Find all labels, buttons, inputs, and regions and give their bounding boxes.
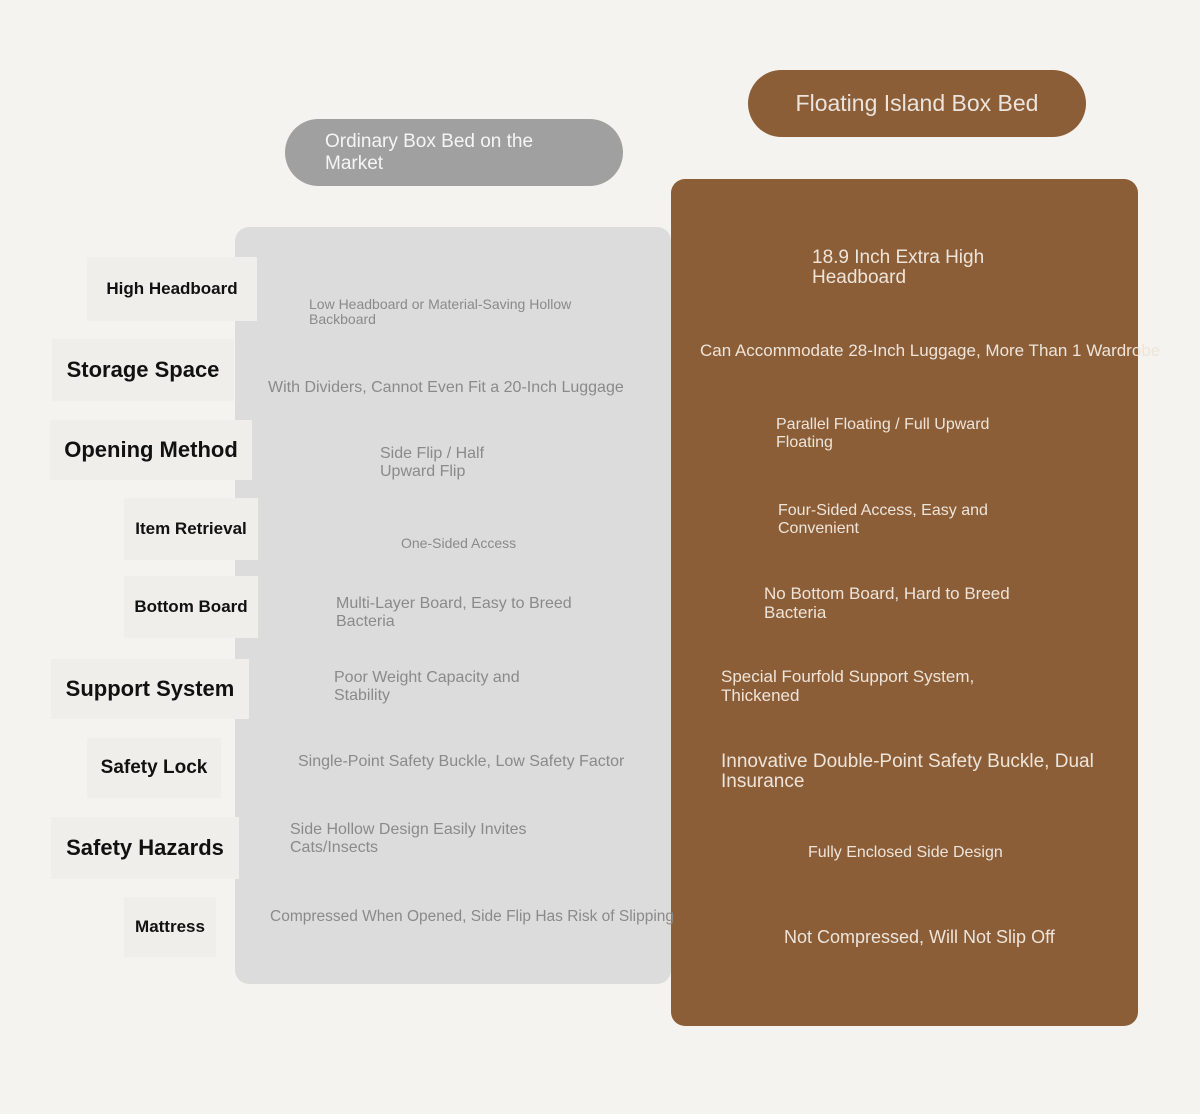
floating-mattress: Not Compressed, Will Not Slip Off [784, 927, 1055, 947]
row-label-storage-space: Storage Space [52, 339, 234, 401]
row-label-safety-hazards: Safety Hazards [51, 817, 239, 879]
ordinary-high-headboard: Low Headboard or Material-Saving Hollow Backboard [309, 296, 572, 327]
ordinary-opening-method: Side Flip / Half Upward Flip [380, 445, 485, 480]
floating-high-headboard: 18.9 Inch Extra High Headboard [812, 247, 985, 288]
ordinary-safety-hazards: Side Hollow Design Easily Invites Cats/Insects [290, 821, 527, 856]
ordinary-item-retrieval: One-Sided Access [401, 535, 517, 551]
floating-item-retrieval: Four-Sided Access, Easy and Convenient [778, 502, 988, 537]
row-label-support-system: Support System [51, 659, 249, 719]
ordinary-bottom-board: Multi-Layer Board, Easy to Breed Bacteria [336, 595, 572, 630]
floating-bed-header-text: Floating Island Box Bed [795, 90, 1039, 116]
row-label-item-retrieval: Item Retrieval [124, 498, 258, 560]
row-label-opening-method: Opening Method [50, 420, 252, 480]
floating-opening-method: Parallel Floating / Full Upward Floating [776, 416, 990, 451]
floating-bed-header [748, 70, 1086, 137]
ordinary-bed-header [285, 119, 623, 186]
floating-bottom-board: No Bottom Board, Hard to Breed Bacteria [764, 584, 1010, 622]
row-label-high-headboard: High Headboard [87, 257, 257, 321]
row-label-safety-lock: Safety Lock [87, 738, 221, 798]
row-label-bottom-board: Bottom Board [124, 576, 258, 638]
ordinary-support-system: Poor Weight Capacity and Stability [334, 669, 520, 704]
floating-support-system: Special Fourfold Support System, Thickened [721, 667, 975, 705]
ordinary-bed-header-text: Ordinary Box Bed on the Market [325, 130, 534, 174]
ordinary-safety-lock: Single-Point Safety Buckle, Low Safety Factor [298, 753, 625, 770]
row-label-mattress: Mattress [124, 897, 216, 957]
ordinary-storage-space: With Dividers, Cannot Even Fit a 20-Inch Luggage [268, 379, 624, 396]
floating-safety-hazards: Fully Enclosed Side Design [808, 844, 1003, 861]
floating-storage-space: Can Accommodate 28-Inch Luggage, More Than 1 Wardrobe [700, 341, 1161, 360]
floating-safety-lock: Innovative Double-Point Safety Buckle, Dual Insurance [721, 751, 1094, 792]
ordinary-mattress: Compressed When Opened, Side Flip Has Risk of Slipping [270, 908, 675, 925]
